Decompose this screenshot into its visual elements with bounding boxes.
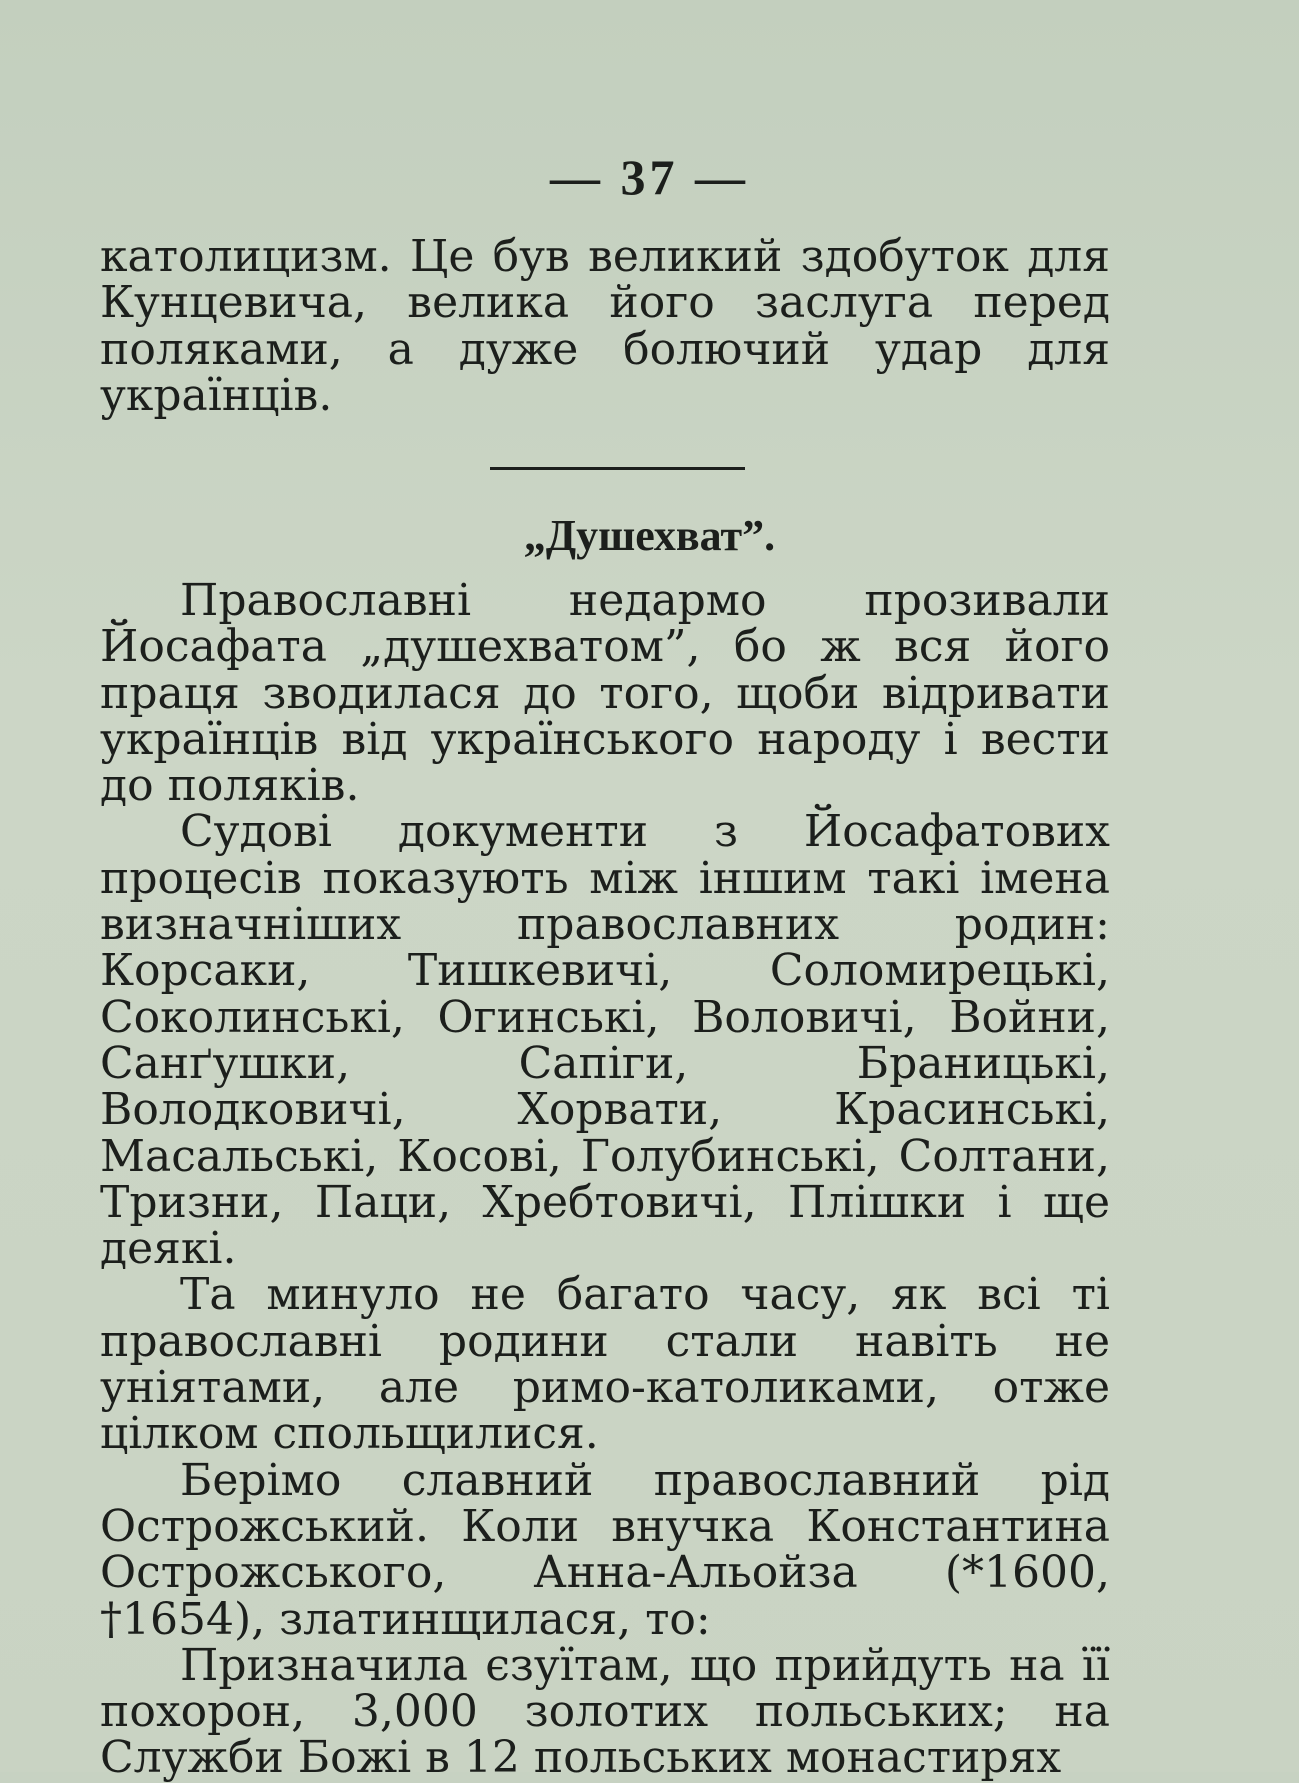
paragraph: Православні недармо прозивали Йосафата „душехватом”, бо ж вся його праця зводилася до того, щоби відривати українців від українського народу і вести до поляків.	[100, 575, 1110, 812]
section-heading: „Душехват”.	[523, 511, 776, 560]
section-divider	[490, 467, 745, 470]
page-number: — 37 —	[550, 149, 749, 205]
paragraph: Та минуло не багато часу, як всі ті православні родини стали навіть не уніятами, але римо-католиками, отже цілком спольщилися.	[100, 1269, 1110, 1460]
paragraph: католицизм. Це був великий здобуток для Кунцевича, велика його заслуга перед поляками, а дуже болючий удар для українців.	[100, 231, 1110, 421]
section-body	[100, 575, 1110, 1783]
paragraph: Призначила єзуїтам, що прийдуть на її похорон, 3,000 золотих польських; на Служби Божі в 12 польських монастирях	[100, 1639, 1110, 1783]
continuation-text	[100, 231, 1110, 421]
paragraph: Берімо славний православний рід Острожський. Коли внучка Константина Острожського, Анна-Альойза (*1600, †1654), златинщилася, то:	[100, 1454, 1110, 1645]
paragraph: Судові документи з Йосафатових процесів показують між іншим такі імена визначніших православних родин: Корсаки, Тишкевичі, Соломирецькі, Соколинські, Огинські, Воловичі, Войни, Санґушки, Сапіги, Браницькі, Володковичі, Хорвати, Красинські, Масальські, Косові, Голубинські, Солтани, Тризни, Паци, Хребтовичі, Плішки і ще деякі.	[100, 806, 1110, 1275]
